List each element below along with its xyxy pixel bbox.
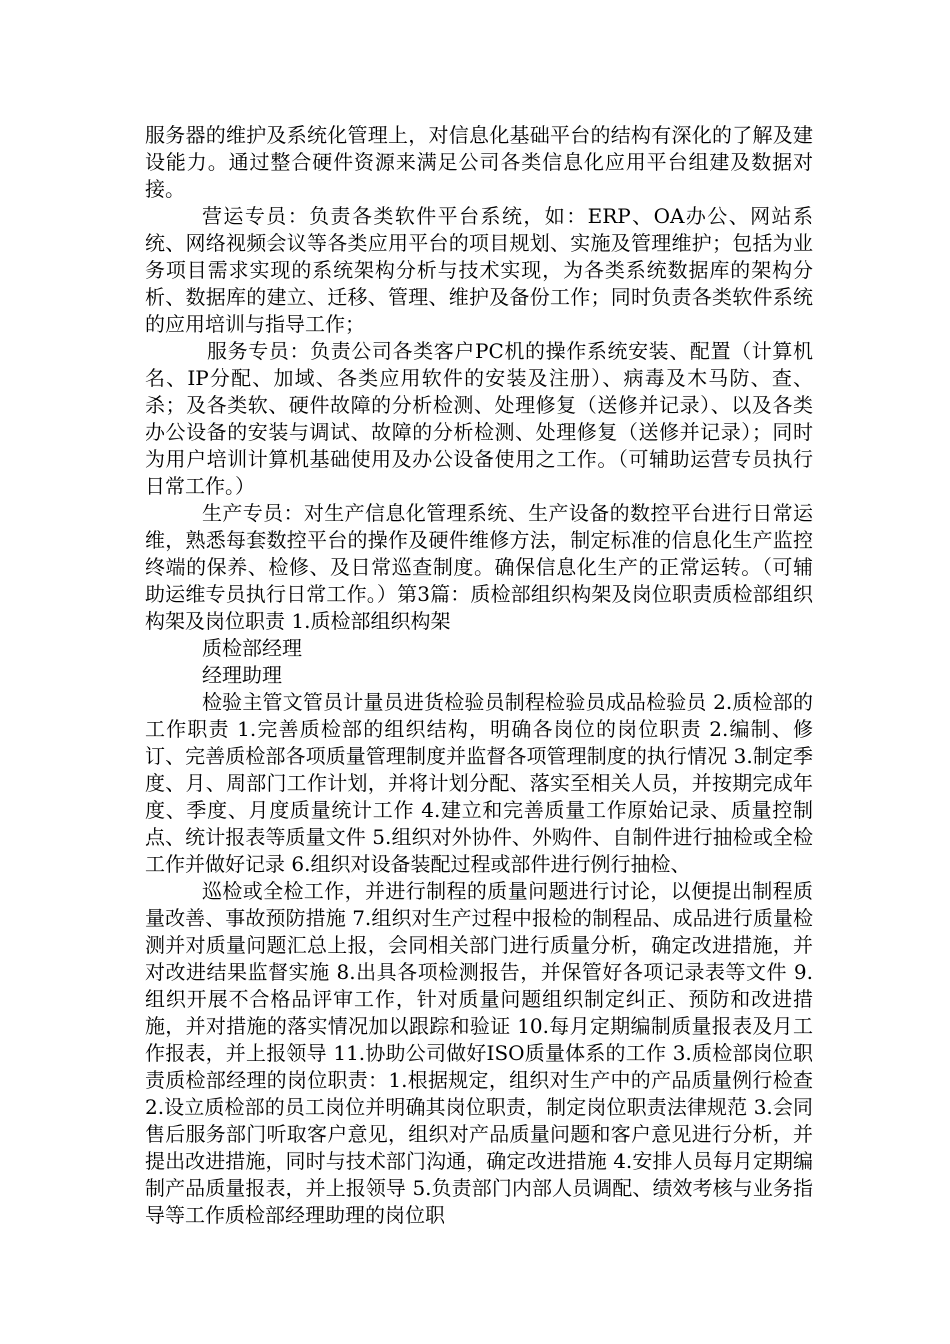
paragraph-qc-duties-continued: 巡检或全检工作，并进行制程的质量问题进行讨论，以便提出制程质量改善、事故预防措施 7.组织对生产过程中报检的制程品、成品进行质量检测并对质量问题汇总上报，会同相关部门进行质量分析，确定改进措施，并对改进结果监督实施 8.出具各项检测报告，并保管好各项记录表等文件 9.组织开展不合格品评审工作，针对质量问题组织制定纠正、预防和改进措施，并对措施的落实情况加以跟踪和验证 10.每月定期编制质量报表及月工作报表，并上报领导 11.协助公司做好ISO质量体系的工作 3.质检部岗位职责质检部经理的岗位职责：1.根据规定，组织对生产中的产品质量例行检查 2.设立质检部的员工岗位并明确其岗位职责，制定岗位职责法律规范 3.会同售后服务部门听取客户意见，组织对产品质量问题和客户意见进行分析，并提出改进措施，同时与技术部门沟通，确定改进措施 4.安排人员每月定期编制产品质量报表，并上报领导 5.负责部门内部人员调配、绩效考核与业务指导等工作质检部经理助理的岗位职 [145, 879, 813, 1227]
org-chart-item-assistant: 经理助理 [202, 663, 282, 687]
document-body [145, 122, 813, 1229]
org-chart-item-manager: 质检部经理 [202, 636, 302, 660]
paragraph-1: 服务器的维护及系统化管理上，对信息化基础平台的结构有深化的了解及建设能力。通过整合硬件资源来满足公司各类信息化应用平台组建及数据对接。 [145, 123, 813, 201]
paragraph-qc-duties: 检验主管文管员计量员进货检验员制程检验员成品检验员 2.质检部的工作职责 1.完善质检部的组织结构，明确各岗位的岗位职责 2.编制、修订、完善质检部各项质量管理制度并监督各项管理制度的执行情况 3.制定季度、月、周部门工作计划，并将计划分配、落实至相关人员，并按期完成年度、季度、月度质量统计工作 4.建立和完善质量工作原始记录、质量控制点、统计报表等质量文件 5.组织对外协件、外购件、自制件进行抽检或全检工作并做好记录 6.组织对设备装配过程或部件进行例行抽检、 [145, 690, 813, 876]
paragraph-production-specialist: 生产专员：对生产信息化管理系统、生产设备的数控平台进行日常运维，熟悉每套数控平台的操作及硬件维修方法，制定标准的信息化生产监控终端的保养、检修、及日常巡查制度。确保信息化生产的正常运转。（可辅助运维专员执行日常工作。）第3篇：质检部组织构架及岗位职责质检部组织构架及岗位职责 1.质检部组织构架 [145, 501, 813, 633]
paragraph-service-specialist: 服务专员：负责公司各类客户PC机的操作系统安装、配置（计算机名、IP分配、加域、各类应用软件的安装及注册）、病毒及木马防、查、杀；及各类软、硬件故障的分析检测、处理修复（送修并记录）、以及各类办公设备的安装与调试、故障的分析检测、处理修复（送修并记录）；同时为用户培训计算机基础使用及办公设备使用之工作。（可辅助运营专员执行日常工作。） [145, 339, 813, 498]
paragraph-operations-specialist: 营运专员：负责各类软件平台系统，如：ERP、OA办公、网站系统、网络视频会议等各类应用平台的项目规划、实施及管理维护；包括为业务项目需求实现的系统架构分析与技术实现，为各类系统数据库的架构分析、数据库的建立、迁移、管理、维护及备份工作；同时负责各类软件系统的应用培训与指导工作； [145, 204, 813, 336]
